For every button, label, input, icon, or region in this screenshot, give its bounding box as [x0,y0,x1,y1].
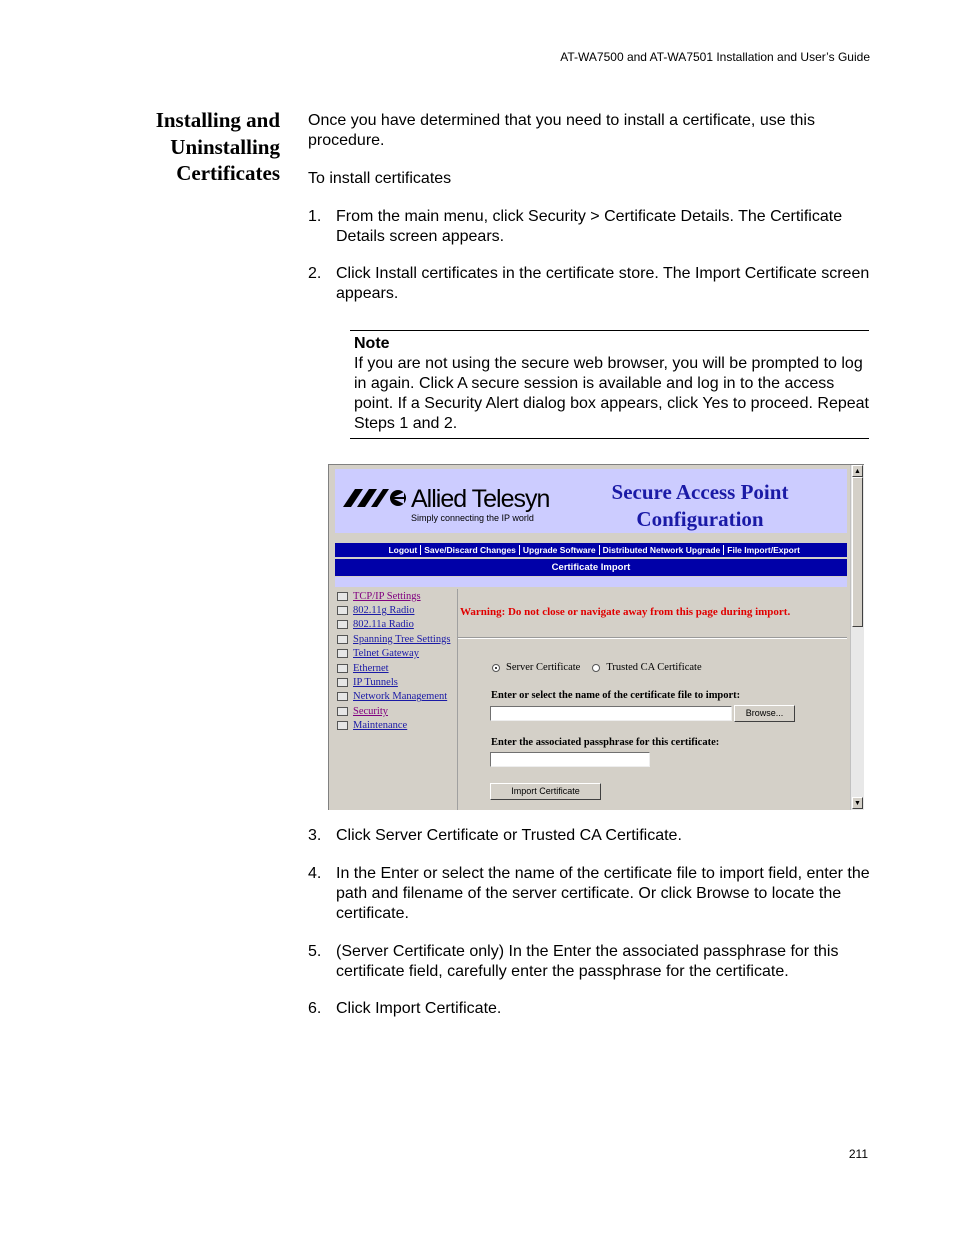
folder-icon [337,707,348,716]
step-text: (Server Certificate only) In the Enter the associated passphrase for this certificate field, carefully enter the passphrase for the certificate. [336,943,839,980]
step-text: In the Enter or select the name of the certificate file to import field, enter the path and filename of the server certificate. Or click Browse to locate the certificate. [336,865,870,922]
browse-button[interactable]: Browse... [734,705,795,722]
menu-distributed-upgrade[interactable]: Distributed Network Upgrade [599,545,724,555]
banner-title-line: Secure Access Point [611,480,789,504]
nav-item-tcpip[interactable] [335,589,457,603]
nav-item-spanning-tree[interactable] [335,632,457,646]
folder-icon [337,678,348,687]
vertical-scrollbar[interactable] [850,465,864,810]
section-title-line: Installing and [155,108,280,132]
import-certificate-button[interactable]: Import Certificate [490,783,601,800]
section-title-line: Uninstalling [170,134,280,159]
passphrase-input[interactable] [490,752,650,767]
folder-icon [337,620,348,629]
page-icon [337,592,348,601]
nav-item-80211g[interactable] [335,603,457,617]
nav-item-ethernet[interactable] [335,661,457,675]
scroll-up-arrow-icon[interactable]: ▲ [852,465,863,477]
step-number: 1. [308,208,322,225]
step-text: Click Import Certificate. [336,1000,502,1017]
nav-label: IP Tunnels [353,677,398,689]
menu-logout[interactable]: Logout [388,545,418,555]
nav-item-maintenance[interactable] [335,719,457,733]
passphrase-field-label: Enter the associated passphrase for this certificate: [491,737,720,748]
allied-telesyn-logo-icon [343,487,407,509]
certificate-type-radios [492,662,702,673]
procedure-title: To install certificates [308,170,452,187]
scroll-down-arrow-icon[interactable]: ▼ [852,797,863,809]
divider [458,637,847,639]
step-text: Click Install certificates in the certificate store. The Import Certificate screen appears. [336,265,870,302]
scroll-thumb[interactable] [852,477,863,627]
nav-label: Network Management [353,691,448,703]
spacer-bar [335,577,847,587]
nav-label: Maintenance [353,720,408,732]
folder-icon [337,606,348,615]
section-title-line: Certificates [176,161,280,185]
folder-icon [337,692,348,701]
nav-label: Spanning Tree Settings [353,633,451,645]
note-box [350,330,869,439]
nav-item-80211a[interactable] [335,618,457,632]
server-certificate-radio[interactable] [492,664,500,672]
top-menu-bar [335,543,847,557]
file-field-label: Enter or select the name of the certificate file to import: [491,690,741,701]
nav-label: TCP/IP Settings [353,590,421,602]
nav-item-ip-tunnels[interactable] [335,675,457,689]
nav-label: Ethernet [353,662,389,674]
menu-file-import-export[interactable]: File Import/Export [723,545,803,555]
step-text: Click Server Certificate or Trusted CA Certificate. [336,827,682,844]
menu-save-discard[interactable]: Save/Discard Changes [420,545,519,555]
server-certificate-label: Server Certificate [506,662,581,673]
folder-icon [337,635,348,644]
step-number: 3. [308,827,322,844]
banner-title [585,479,815,533]
note-text: If you are not using the secure web browser, you will be prompted to log in again. Click A secure session is available and log in to the access point. If a Security Alert dialog box appears, click Yes to proceed. Repeat Steps 1 and 2. [354,355,869,432]
nav-label: 802.11g Radio [353,605,415,617]
intro-paragraph: Once you have determined that you need to install a certificate, use this procedure. [308,112,815,149]
import-certificate-screenshot [328,464,864,810]
trusted-ca-radio[interactable] [592,664,600,672]
import-form [458,589,847,810]
step-text: From the main menu, click Security > Certificate Details. The Certificate Details screen appears. [336,208,843,245]
folder-icon [337,721,348,730]
banner [335,469,847,533]
step-number: 5. [308,943,322,960]
step-number: 2. [308,265,322,282]
nav-label: 802.11a Radio [353,619,414,631]
logo-tagline: Simply connecting the IP world [411,513,534,523]
page-number: 211 [848,1147,868,1161]
nav-item-security[interactable] [335,704,457,718]
certificate-file-input[interactable] [490,706,732,721]
section-title [100,107,280,187]
folder-icon [337,664,348,673]
banner-title-line: Configuration [636,507,764,531]
nav-sidebar [335,589,458,810]
page-title-bar: Certificate Import [335,559,847,576]
step-number: 4. [308,865,322,882]
trusted-ca-label: Trusted CA Certificate [606,662,702,673]
step-number: 6. [308,1000,322,1017]
warning-text: Warning: Do not close or navigate away from this page during import. [460,606,791,618]
note-title: Note [354,335,390,352]
running-header: AT-WA7500 and AT-WA7501 Installation and User’s Guide [560,50,870,64]
nav-label: Telnet Gateway [353,648,420,660]
nav-label: Security [353,705,388,717]
nav-item-telnet[interactable] [335,647,457,661]
nav-item-network-management[interactable] [335,690,457,704]
page-icon [337,649,348,658]
menu-upgrade-software[interactable]: Upgrade Software [519,545,599,555]
logo-name: Allied Telesyn [411,485,550,513]
